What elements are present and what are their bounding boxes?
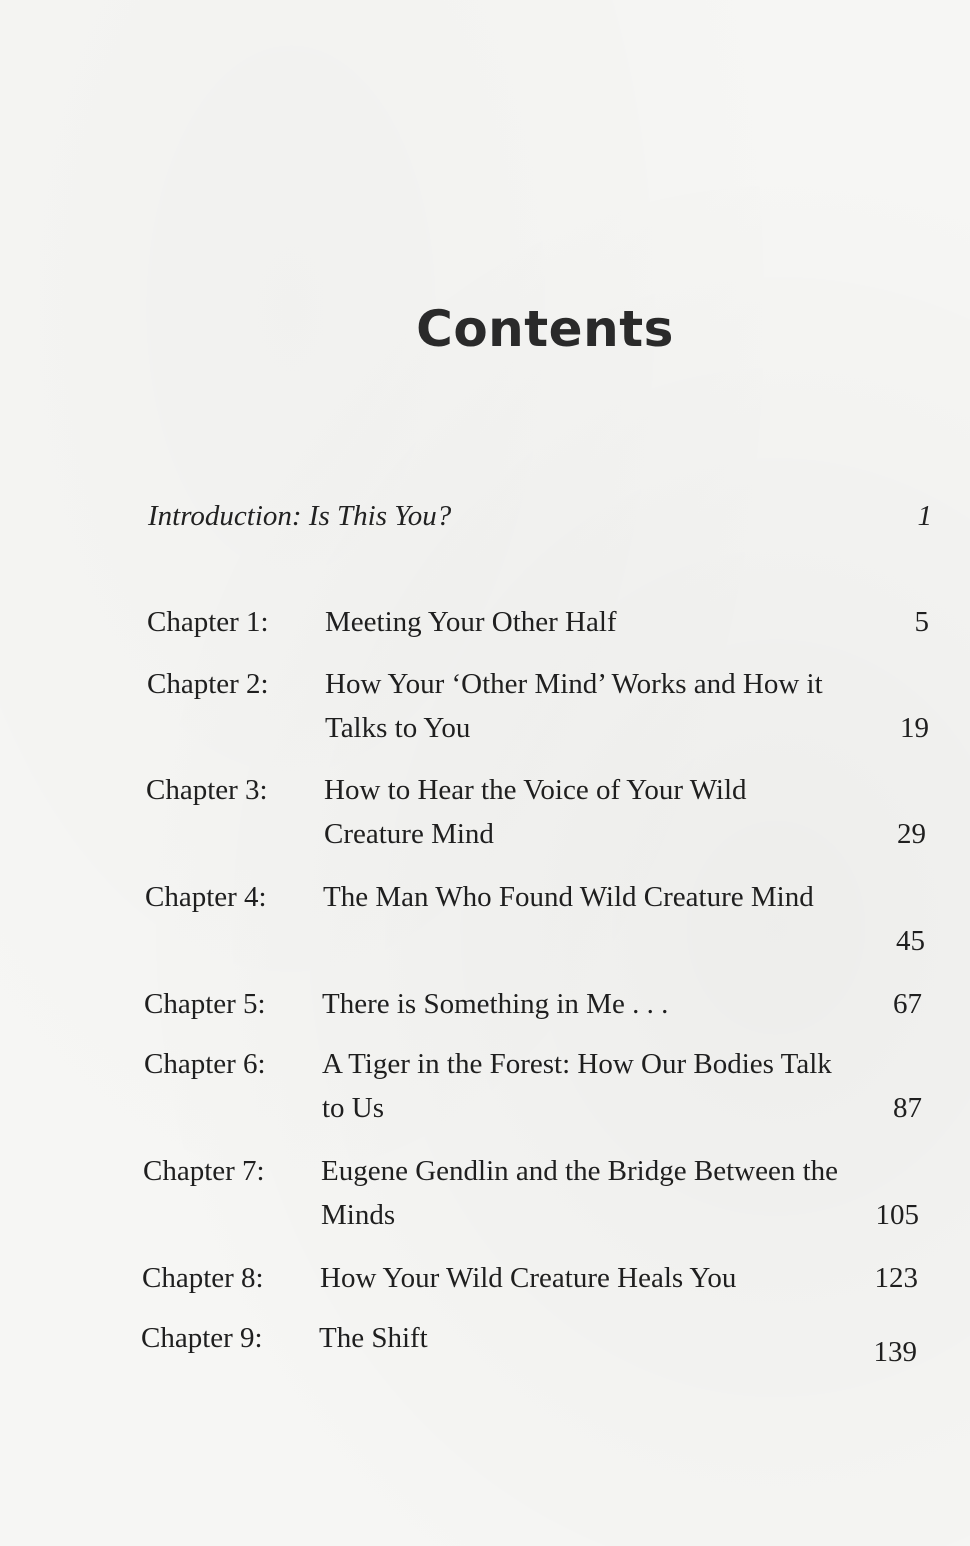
chapter-page-number: 105 — [875, 1199, 919, 1231]
chapter-title: How Your ‘Other Mind’ Works and How it Talks to You — [325, 668, 823, 744]
toc-entry-chapter-3 — [146, 768, 936, 856]
toc-entry-chapter-6 — [144, 1042, 934, 1130]
chapter-title: How to Hear the Voice of Your Wild Creature Mind — [324, 774, 747, 850]
toc-entry-chapter-7 — [143, 1149, 933, 1237]
chapter-label: Chapter 7: — [143, 1155, 265, 1187]
chapter-page-number: 87 — [893, 1092, 922, 1124]
chapter-title: Meeting Your Other Half — [325, 606, 617, 638]
chapter-label: Chapter 4: — [145, 881, 267, 913]
chapter-label: Chapter 1: — [147, 606, 269, 638]
chapter-page-number: 139 — [873, 1336, 917, 1368]
chapter-page-number: 5 — [914, 606, 929, 638]
chapter-page-number: 45 — [896, 925, 925, 957]
chapter-label: Chapter 8: — [142, 1262, 264, 1294]
chapter-label: Chapter 3: — [146, 774, 268, 806]
toc-entry-chapter-8 — [142, 1256, 932, 1300]
toc-entry-chapter-5 — [144, 982, 934, 1026]
chapter-label: Chapter 9: — [141, 1322, 263, 1354]
chapter-title: Eugene Gendlin and the Bridge Between the Minds — [321, 1155, 839, 1231]
chapter-title: There is Something in Me . . . — [322, 988, 669, 1020]
chapter-title: The Man Who Found Wild Creature Mind — [323, 881, 814, 913]
page-title: Contents — [416, 300, 674, 358]
chapter-page-number: 67 — [893, 988, 922, 1020]
chapter-page-number: 123 — [874, 1262, 918, 1294]
intro-page-number: 1 — [917, 500, 932, 532]
toc-entry-chapter-1 — [147, 600, 937, 644]
intro-title: Introduction: Is This You? — [148, 500, 452, 532]
chapter-label: Chapter 2: — [147, 668, 269, 700]
chapter-title: How Your Wild Creature Heals You — [320, 1262, 737, 1294]
toc-entry-chapter-4 — [145, 875, 935, 963]
chapter-label: Chapter 6: — [144, 1048, 266, 1080]
chapter-page-number: 19 — [900, 712, 929, 744]
toc-entry-introduction — [148, 496, 938, 536]
chapter-title: A Tiger in the Forest: How Our Bodies Talk to Us — [322, 1048, 832, 1124]
chapter-page-number: 29 — [897, 818, 926, 850]
chapter-title: The Shift — [319, 1322, 428, 1354]
toc-entry-chapter-2 — [147, 662, 937, 750]
toc-entry-chapter-9 — [141, 1316, 931, 1368]
chapter-label: Chapter 5: — [144, 988, 266, 1020]
